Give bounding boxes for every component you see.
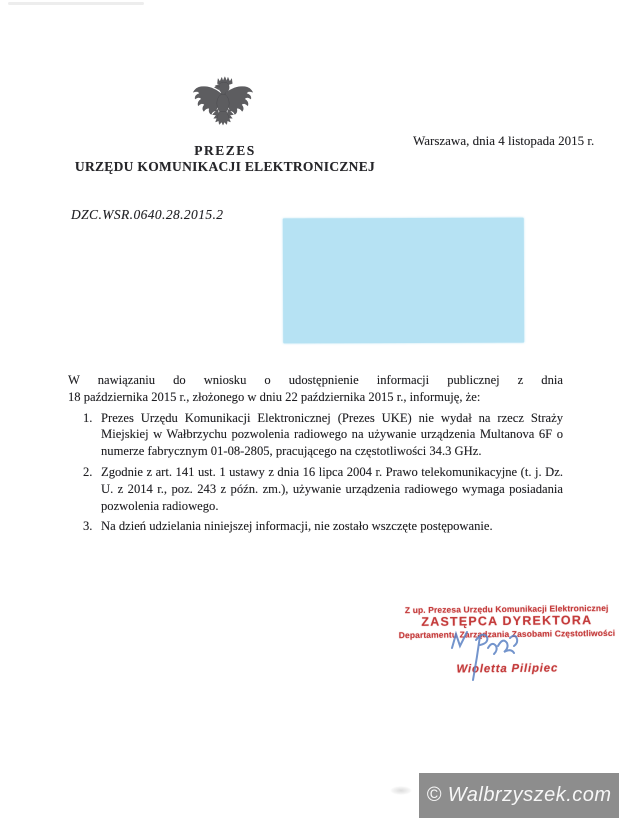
sender-title: PREZES <box>194 143 256 158</box>
handwritten-signature-icon <box>446 628 524 686</box>
signer-name: Wioletta Pilipiec <box>456 662 559 676</box>
list-item-text: Zgodnie z art. 141 ust. 1 ustawy z dnia 16 lipca 2004 r. Prawo telekomunikacyjne (t. j. Dz. U. z 2014 r., poz. 243 z późn. zm.), używanie urządzenia radiowego wymaga posiadania pozwolenia radiowego. <box>101 464 563 513</box>
scan-artifact-line <box>8 2 144 5</box>
list-item-number: 2. <box>83 464 93 479</box>
list-item-text: Na dzień udzielania niniejszej informacji, nie zostało wszczęte postępowanie. <box>101 519 493 534</box>
scan-artifact-smudge <box>390 786 412 795</box>
stamp-role-line: ZASTĘPCA DYREKTORA <box>421 613 593 629</box>
list-item <box>68 410 563 460</box>
sender-block <box>5 143 445 176</box>
reference-number: DZC.WSR.0640.28.2015.2 <box>71 207 224 222</box>
sender-office: URZĘDU KOMUNIKACJI ELEKTRONICZNEJ <box>74 159 376 174</box>
list-item <box>68 518 563 535</box>
redaction-box <box>283 218 524 344</box>
list-item-number: 1. <box>83 410 93 425</box>
watermark-text: © Walbrzyszek.com <box>426 784 612 806</box>
letter-body <box>68 372 563 535</box>
list-item-text: Prezes Urzędu Komunikacji Elektronicznej (Prezes UKE) nie wydał na rzecz Straży Miejskiej w Wałbrzychu pozwolenia radiowego na używanie urządzenia Multanova 6F o numerze fabrycznym 01-08-2805, pracującego na częstotliwości 34.3 GHz. <box>101 410 563 459</box>
polish-eagle-icon <box>192 73 254 135</box>
stamp-authority-line: Z up. Prezesa Urzędu Komunikacji Elektronicznej <box>404 602 609 616</box>
dateline: Warszawa, dnia 4 listopada 2015 r. <box>413 133 595 148</box>
numbered-list <box>68 410 563 536</box>
stamp-department-line: Departamentu Zarządzania Zasobami Częstotliwości <box>398 627 616 641</box>
watermark-bar <box>419 773 619 818</box>
list-item-number: 3. <box>83 519 93 534</box>
list-item <box>68 464 563 514</box>
intro-line: W nawiązaniu do wniosku o udostępnienie informacji publicznej z dnia <box>68 373 563 387</box>
intro-line: 18 października 2015 r., złożonego w dniu 22 października 2015 r., informuję, że: <box>68 389 481 404</box>
